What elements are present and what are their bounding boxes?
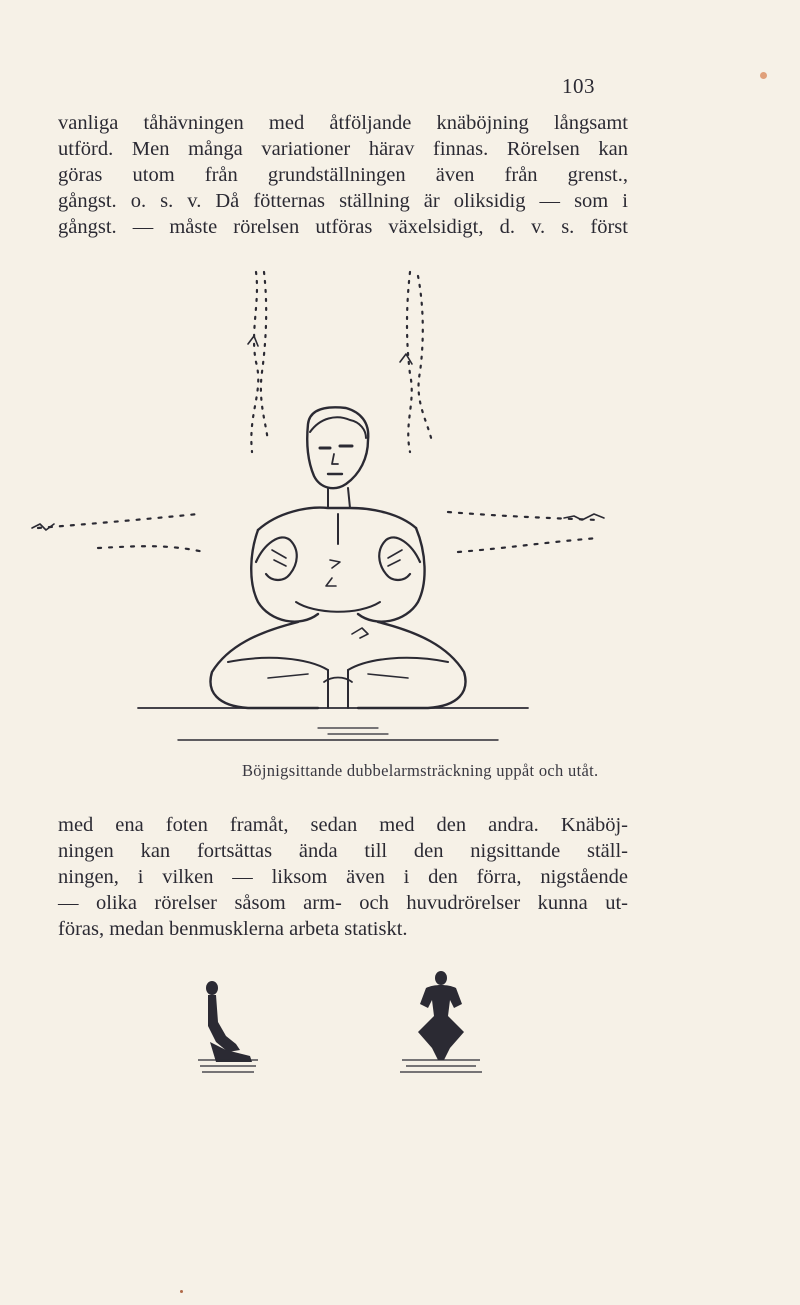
paragraph-top [58, 110, 628, 240]
text-line: göras utom från grundställningen även från grenst., [58, 164, 628, 186]
paper-speck [760, 72, 767, 79]
text-line: vanliga tåhävningen med åtföljande knäböjning långsamt [58, 112, 628, 134]
text-line: utförd. Men många variationer härav finnas. Rörelsen kan [58, 138, 628, 160]
text-line: föras, medan benmusklerna arbeta statiskt. [58, 918, 408, 940]
paragraph-bottom [58, 812, 628, 942]
text-line: ningen, i vilken — liksom även i den förra, nigstående [58, 866, 628, 888]
kneeling-figure-illustration [196, 978, 260, 1078]
squatting-figure-illustration [396, 968, 486, 1078]
motion-trace-out [38, 512, 598, 552]
motion-trace-up [251, 272, 432, 452]
text-line: gångst. o. s. v. Då fötternas ställning är oliksidig — som i [58, 190, 628, 212]
text-line: gångst. — måste rörelsen utföras växelsidigt, d. v. s. först [58, 216, 628, 238]
text-line: — olika rörelser såsom arm- och huvudrörelser kunna ut- [58, 892, 628, 914]
exercise-illustration [28, 262, 668, 752]
text-line: med ena foten framåt, sedan med den andra. Knäböj- [58, 814, 628, 836]
text-line: ningen kan fortsättas ända till den nigsittande ställ- [58, 840, 628, 862]
paper-speck [180, 1290, 183, 1293]
page-number: 103 [562, 74, 595, 98]
figure-caption: Böjnigsittande dubbelarmsträckning uppåt och utåt. [242, 761, 599, 780]
